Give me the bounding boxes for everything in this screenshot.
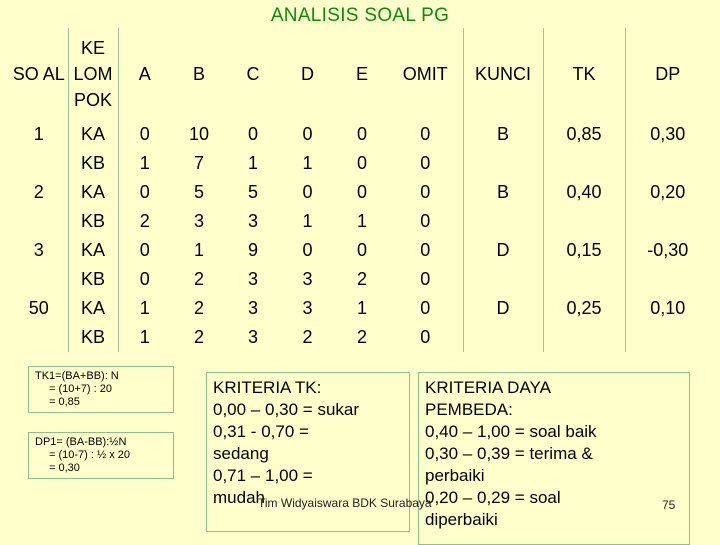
cell-b: 3 [193, 211, 204, 231]
col-header-c: C [246, 64, 260, 84]
cell-c: 1 [247, 153, 258, 173]
cell-b: 2 [193, 327, 204, 347]
cell-b: 2 [193, 298, 204, 318]
formula-dp-line: DP1= (BA-BB):½N [35, 436, 127, 448]
kriteria-dp-line: 0,40 – 1,00 = soal baik [425, 422, 597, 441]
cell-e: 1 [356, 211, 367, 231]
cell-a: 0 [139, 182, 150, 202]
cell-b: 10 [188, 124, 210, 144]
cell-tk: 0,25 [543, 294, 625, 352]
cell-kelompok: KA [68, 178, 118, 207]
cell-omit: 0 [388, 294, 463, 323]
cell-soal: 1 [10, 120, 68, 178]
cell-d: 0 [302, 124, 313, 144]
table-header-row [10, 28, 710, 120]
cell-dp: 0,20 [650, 182, 686, 202]
kriteria-tk-line: 0,31 - 0,70 = [213, 422, 309, 441]
cell-kelompok: KB [68, 207, 118, 236]
kriteria-tk-line: 0,00 – 0,30 = sukar [213, 400, 360, 419]
cell-d: 1 [302, 153, 313, 173]
col-header-soal: SO AL [10, 28, 68, 120]
cell-c: 5 [247, 182, 258, 202]
cell-omit: 0 [388, 207, 463, 236]
cell-omit: 0 [388, 120, 463, 149]
cell-a: 0 [139, 240, 150, 260]
cell-c: 3 [247, 327, 258, 347]
cell-soal: 50 [10, 294, 68, 352]
cell-e: 0 [356, 153, 367, 173]
table-row [10, 178, 710, 207]
col-header-e: E [355, 64, 368, 84]
cell-d: 3 [302, 269, 313, 289]
cell-d: 3 [302, 298, 313, 318]
cell-e: 2 [356, 269, 367, 289]
kriteria-tk-line: sedang [213, 444, 269, 463]
kriteria-tk-line: mudah [213, 488, 265, 507]
cell-dp: -0,30 [647, 240, 689, 260]
cell-b: 7 [193, 153, 204, 173]
cell-c: 0 [247, 124, 258, 144]
table-row [10, 120, 710, 149]
col-header-a: A [138, 64, 151, 84]
kriteria-tk-line: 0,71 – 1,00 = [213, 466, 313, 485]
formula-tk-box [28, 366, 174, 413]
footer-text: Tim Widyaiswara BDK Surabaya [258, 496, 432, 510]
kriteria-tk-line: KRITERIA TK: [213, 378, 322, 397]
cell-e: 0 [356, 240, 367, 260]
page-number: 75 [662, 498, 676, 512]
cell-omit: 0 [388, 323, 463, 352]
table-row [10, 236, 710, 265]
cell-b: 1 [193, 240, 204, 260]
cell-e: 1 [356, 298, 367, 318]
formula-dp-box [28, 432, 174, 479]
cell-d: 2 [302, 327, 313, 347]
cell-kelompok: KB [68, 149, 118, 178]
cell-d: 1 [302, 211, 313, 231]
cell-kunci: D [463, 236, 543, 294]
col-header-b: B [192, 64, 205, 84]
cell-kelompok: KB [68, 265, 118, 294]
cell-e: 2 [356, 327, 367, 347]
page-title: ANALISIS SOAL PG [270, 5, 450, 26]
cell-a: 0 [139, 124, 150, 144]
formula-tk-line: TK1=(BA+BB): N [35, 370, 119, 382]
kriteria-dp-line: 0,30 – 0,39 = terima & [425, 444, 593, 463]
formula-tk-line: = (10+7) : 20 [49, 383, 112, 395]
cell-c: 3 [247, 269, 258, 289]
cell-kunci: D [463, 294, 543, 352]
kriteria-dp-box [418, 372, 690, 545]
cell-a: 1 [139, 153, 150, 173]
kriteria-dp-line: KRITERIA DAYA [425, 378, 551, 397]
kriteria-dp-line: perbaiki [425, 466, 485, 485]
kriteria-dp-line: PEMBEDA: [425, 400, 513, 419]
cell-kunci: B [463, 178, 543, 236]
col-header-d: D [301, 64, 314, 84]
col-header-kelompok: KE LOM POK [68, 28, 118, 120]
cell-e: 0 [356, 124, 367, 144]
cell-omit: 0 [388, 265, 463, 294]
cell-tk: 0,85 [543, 120, 625, 178]
cell-e: 0 [356, 182, 367, 202]
cell-omit: 0 [388, 236, 463, 265]
cell-c: 3 [247, 211, 258, 231]
cell-b: 5 [193, 182, 204, 202]
cell-kunci: B [463, 120, 543, 178]
cell-soal: 2 [10, 178, 68, 236]
cell-d: 0 [302, 182, 313, 202]
cell-b: 2 [193, 269, 204, 289]
analysis-table [10, 28, 710, 352]
cell-d: 0 [302, 240, 313, 260]
cell-dp: 0,10 [650, 298, 686, 318]
cell-kelompok: KA [68, 120, 118, 149]
kriteria-dp-line: 0,20 – 0,29 = soal [425, 488, 561, 507]
kriteria-dp-line: diperbaiki [425, 510, 498, 529]
cell-a: 0 [139, 269, 150, 289]
formula-dp-line: = 0,30 [49, 462, 80, 474]
cell-omit: 0 [388, 149, 463, 178]
cell-a: 2 [139, 211, 150, 231]
cell-omit: 0 [388, 178, 463, 207]
cell-c: 9 [247, 240, 258, 260]
cell-a: 1 [139, 298, 150, 318]
col-header-kunci: KUNCI [463, 28, 543, 120]
cell-tk: 0,15 [543, 236, 625, 294]
col-header-tk: TK [543, 28, 625, 120]
cell-kelompok: KA [68, 236, 118, 265]
cell-dp: 0,30 [650, 124, 686, 144]
formula-dp-line: = (10-7) : ½ x 20 [49, 449, 131, 461]
table-row [10, 294, 710, 323]
col-header-omit: OMIT [388, 28, 463, 120]
cell-kelompok: KA [68, 294, 118, 323]
cell-a: 1 [139, 327, 150, 347]
cell-soal: 3 [10, 236, 68, 294]
col-header-dp: DP [655, 64, 681, 84]
cell-c: 3 [247, 298, 258, 318]
cell-tk: 0,40 [543, 178, 625, 236]
formula-tk-line: = 0,85 [49, 396, 80, 408]
cell-kelompok: KB [68, 323, 118, 352]
